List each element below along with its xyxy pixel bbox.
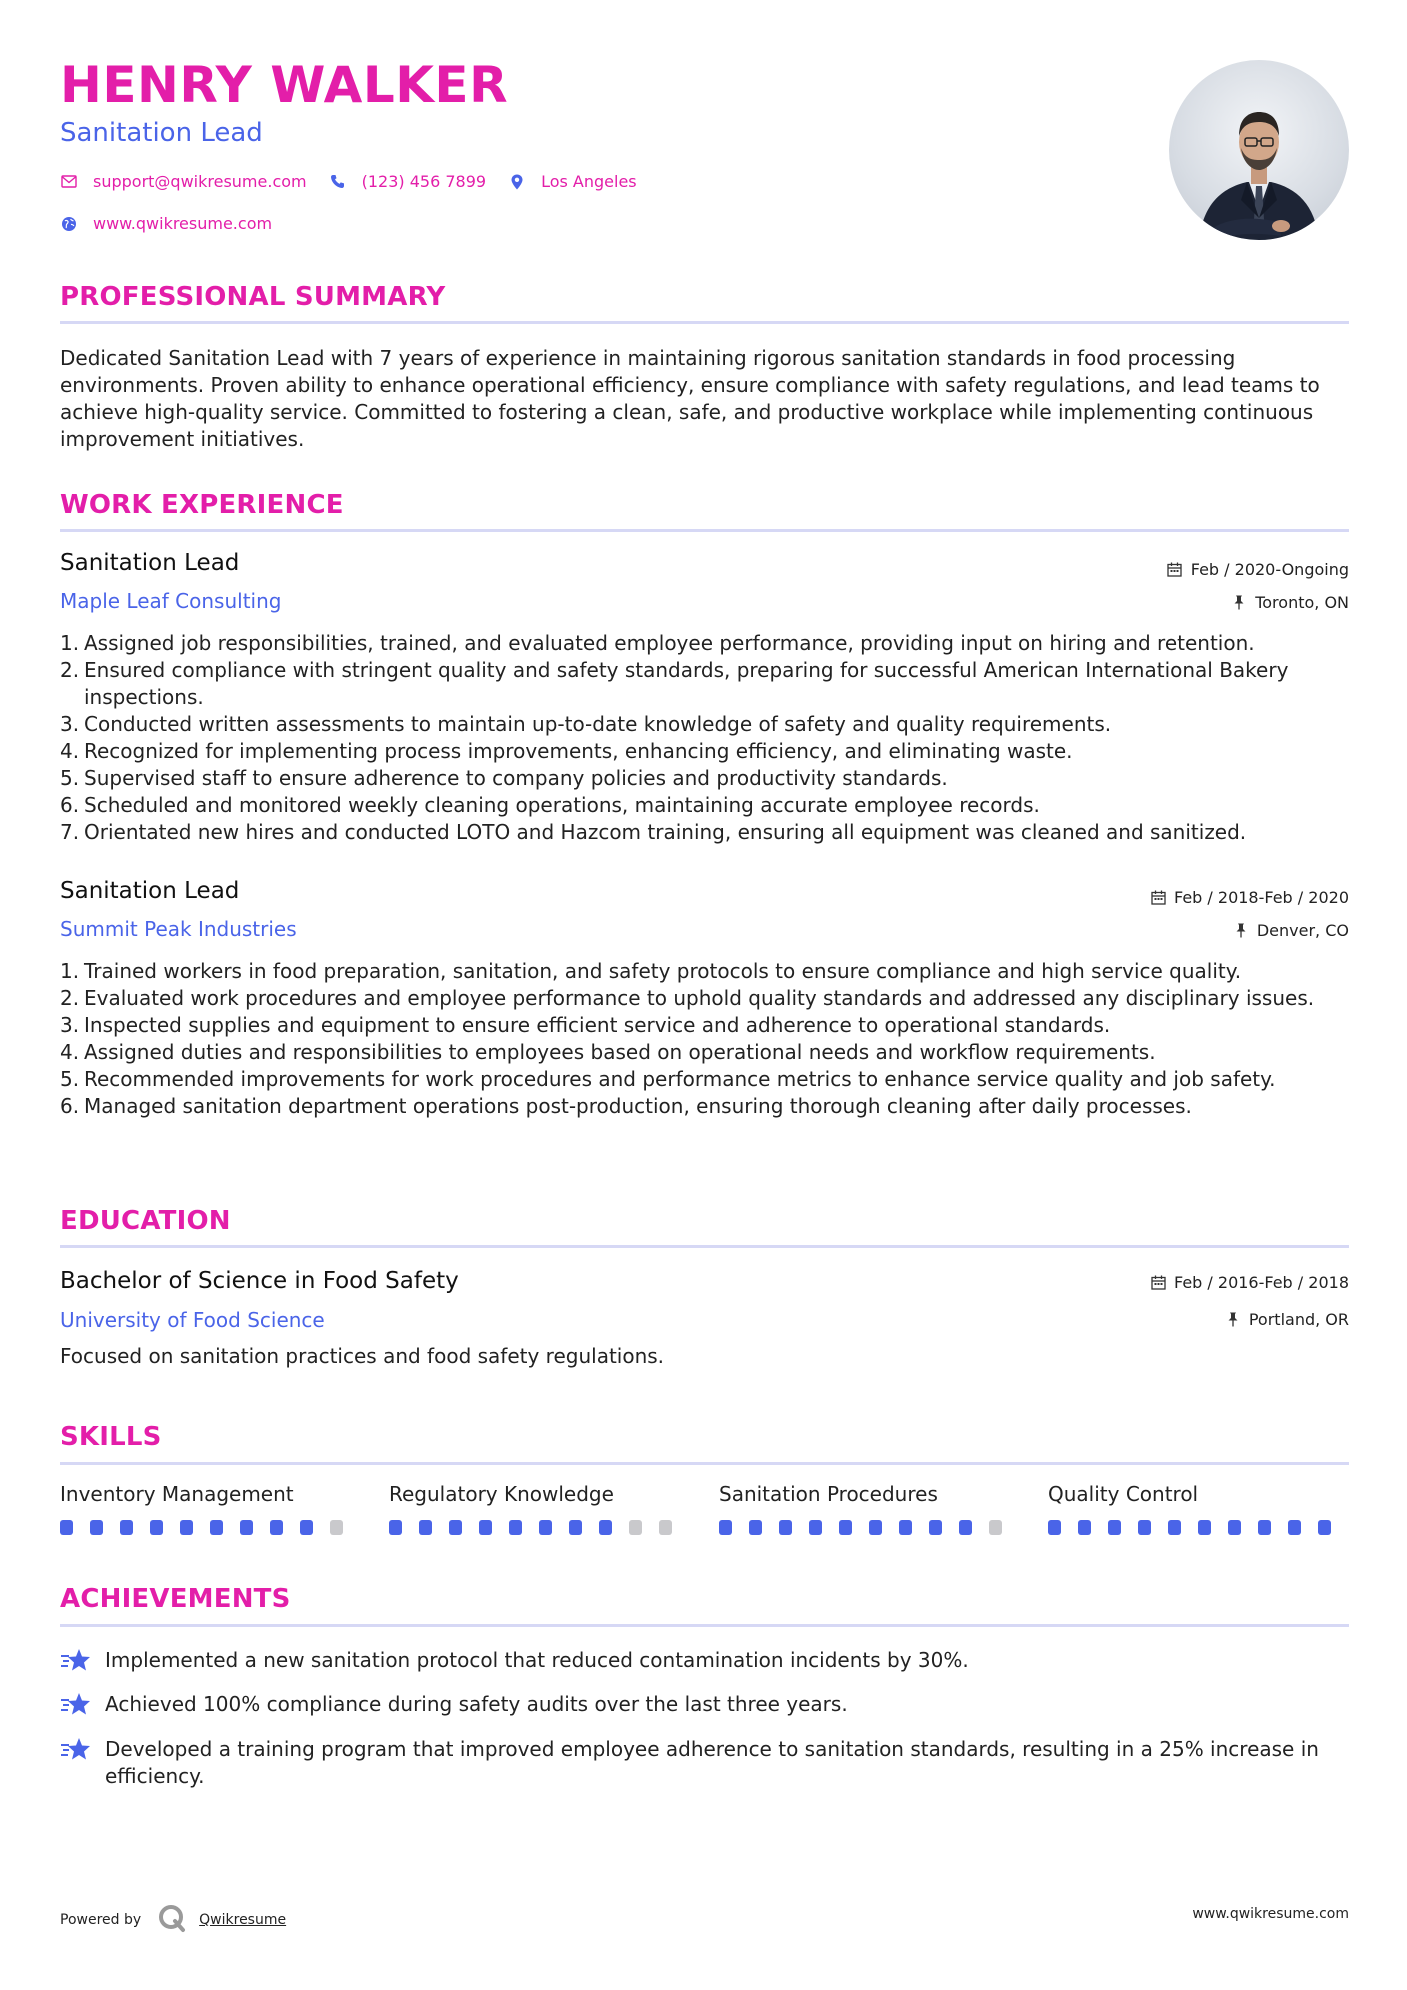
candidate-role: Sanitation Lead [60,118,263,148]
section-divider [60,529,1349,532]
list-item: 5 . Recommended improvements for work procedures and performance metrics to enhance service quality and job safety. [60,1066,1349,1093]
calendar-icon [1150,1275,1166,1291]
location-text: Los Angeles [541,172,637,191]
rating-dot-filled [599,1520,612,1535]
rating-dot-filled [180,1520,193,1535]
skill-rating [719,1520,1019,1535]
rating-dot-filled [929,1520,942,1535]
list-item: 1 . Trained workers in food preparation, sanitation, and safety protocols to ensure compliance and high service quality. [60,958,1349,985]
education-date: Feb / 2016-Feb / 2018 [1150,1273,1349,1292]
skill-rating [1048,1520,1348,1535]
list-item: 7 . Orientated new hires and conducted LOTO and Hazcom training, ensuring all equipment was cleaned and sanitized. [60,819,1349,846]
list-item: 2 . Evaluated work procedures and employee performance to uphold quality standards and addressed any disciplinary issues. [60,985,1349,1012]
powered-by-label: Powered by [60,1912,142,1928]
skill-rating [60,1520,360,1535]
skill-item [1048,1482,1348,1535]
contact-row [60,172,659,191]
website-text: www.qwikresume.com [93,214,273,233]
list-item: 5 . Supervised staff to ensure adherence to company policies and productivity standards. [60,765,1349,792]
rating-dot-filled [1228,1520,1241,1535]
rating-dot-filled [1288,1520,1301,1535]
star-icon [60,1647,92,1674]
job-location: Toronto, ON [1231,593,1349,612]
section-divider [60,1462,1349,1465]
list-item: 3 . Inspected supplies and equipment to ensure efficient service and adherence to operational standards. [60,1012,1349,1039]
list-item: 1 . Assigned job responsibilities, trained, and evaluated employee performance, providing input on hiring and retention. [60,630,1349,657]
list-item: 3 . Conducted written assessments to maintain up-to-date knowledge of safety and quality requirements. [60,711,1349,738]
list-item: 6 . Scheduled and monitored weekly cleaning operations, maintaining accurate employee records. [60,792,1349,819]
rating-dot-filled [1168,1520,1181,1535]
pushpin-icon [1231,595,1247,611]
brand-link[interactable]: Qwikresume [199,1912,287,1928]
experience-title: WORK EXPERIENCE [60,490,344,520]
list-item: 4 . Assigned duties and responsibilities to employees based on operational needs and workflow requirements. [60,1039,1349,1066]
rating-dot-filled [1078,1520,1091,1535]
skill-item [60,1482,360,1535]
achievement-item: Achieved 100% compliance during safety audits over the last three years. [60,1691,1349,1718]
email-text: support@qwikresume.com [93,172,307,191]
pushpin-icon [1233,923,1249,939]
job-date: Feb / 2020-Ongoing [1167,560,1349,579]
achievement-item: Developed a training program that improved employee adherence to sanitation standards, resulting in a 25% increase in efficiency. [60,1736,1349,1790]
rating-dot-filled [1258,1520,1271,1535]
job-date: Feb / 2018-Feb / 2020 [1150,888,1349,907]
rating-dot-empty [330,1520,343,1535]
email-contact[interactable] [60,172,307,191]
education-description: Focused on sanitation practices and food safety regulations. [60,1344,665,1368]
job-bullets [60,958,1349,1120]
section-divider [60,1245,1349,1248]
job-bullets [60,630,1349,846]
rating-dot-filled [1138,1520,1151,1535]
company-name: Maple Leaf Consulting [60,589,282,613]
skill-name: Inventory Management [60,1482,294,1506]
achievement-item: Implemented a new sanitation protocol that reduced contamination incidents by 30%. [60,1647,1349,1674]
qwikresume-logo-icon [157,1903,187,1937]
rating-dot-filled [479,1520,492,1535]
summary-title: PROFESSIONAL SUMMARY [60,282,446,312]
rating-dot-filled [1048,1520,1061,1535]
rating-dot-filled [210,1520,223,1535]
rating-dot-filled [569,1520,582,1535]
footer-site-link[interactable]: www.qwikresume.com [1192,1906,1349,1922]
rating-dot-filled [300,1520,313,1535]
achievements-title: ACHIEVEMENTS [60,1584,291,1614]
job-location: Denver, CO [1233,921,1349,940]
rating-dot-filled [509,1520,522,1535]
rating-dot-filled [240,1520,253,1535]
rating-dot-empty [989,1520,1002,1535]
rating-dot-filled [1198,1520,1211,1535]
rating-dot-empty [629,1520,642,1535]
rating-dot-filled [419,1520,432,1535]
contact-row-2 [60,214,294,233]
star-icon [60,1691,92,1718]
skill-item [719,1482,1019,1535]
rating-dot-filled [90,1520,103,1535]
rating-dot-filled [270,1520,283,1535]
rating-dot-filled [389,1520,402,1535]
rating-dot-filled [1318,1520,1331,1535]
rating-dot-filled [809,1520,822,1535]
rating-dot-filled [1108,1520,1121,1535]
phone-icon [329,173,347,191]
job-title: Sanitation Lead [60,878,240,904]
star-icon [60,1736,92,1763]
profile-photo [1169,60,1349,240]
list-item: 4 . Recognized for implementing process improvements, enhancing efficiency, and eliminating waste. [60,738,1349,765]
globe-icon [60,215,78,233]
rating-dot-filled [449,1520,462,1535]
rating-dot-filled [749,1520,762,1535]
powered-by [60,1903,286,1937]
rating-dot-filled [539,1520,552,1535]
skills-title: SKILLS [60,1422,162,1452]
skill-rating [389,1520,689,1535]
location-contact [508,172,637,191]
company-name: Summit Peak Industries [60,917,297,941]
rating-dot-filled [959,1520,972,1535]
rating-dot-empty [659,1520,672,1535]
rating-dot-filled [120,1520,133,1535]
education-location: Portland, OR [1225,1310,1349,1329]
rating-dot-filled [869,1520,882,1535]
rating-dot-filled [60,1520,73,1535]
pushpin-icon [1225,1312,1241,1328]
rating-dot-filled [899,1520,912,1535]
list-item: 6 . Managed sanitation department operations post-production, ensuring thorough cleaning after daily processes. [60,1093,1349,1120]
skill-name: Sanitation Procedures [719,1482,938,1506]
candidate-name: HENRY WALKER [60,56,509,114]
job-title: Sanitation Lead [60,550,240,576]
rating-dot-filled [719,1520,732,1535]
list-item: 2 . Ensured compliance with stringent quality and safety standards, preparing for successful American International Bakery inspections. [60,657,1349,711]
skill-name: Quality Control [1048,1482,1199,1506]
school-name: University of Food Science [60,1308,325,1332]
skill-name: Regulatory Knowledge [389,1482,614,1506]
rating-dot-filled [150,1520,163,1535]
skill-item [389,1482,689,1535]
phone-contact[interactable] [329,172,486,191]
rating-dot-filled [839,1520,852,1535]
map-pin-icon [508,173,526,191]
rating-dot-filled [779,1520,792,1535]
website-contact[interactable] [60,214,272,233]
section-divider [60,321,1349,324]
degree-title: Bachelor of Science in Food Safety [60,1268,459,1294]
calendar-icon [1150,890,1166,906]
education-title: EDUCATION [60,1206,231,1236]
phone-text: (123) 456 7899 [361,172,487,191]
envelope-icon [60,173,78,191]
summary-text: Dedicated Sanitation Lead with 7 years of experience in maintaining rigorous sanitation standards in food processing environments. Proven ability to enhance operational efficiency, ensure compliance with safety regulations, and lead teams to achieve high-quality service. Committed to fostering a clean, safe, and productive workplace while implementing continuous improvement initiatives. [60,346,1320,451]
section-divider [60,1624,1349,1627]
calendar-icon [1167,562,1183,578]
